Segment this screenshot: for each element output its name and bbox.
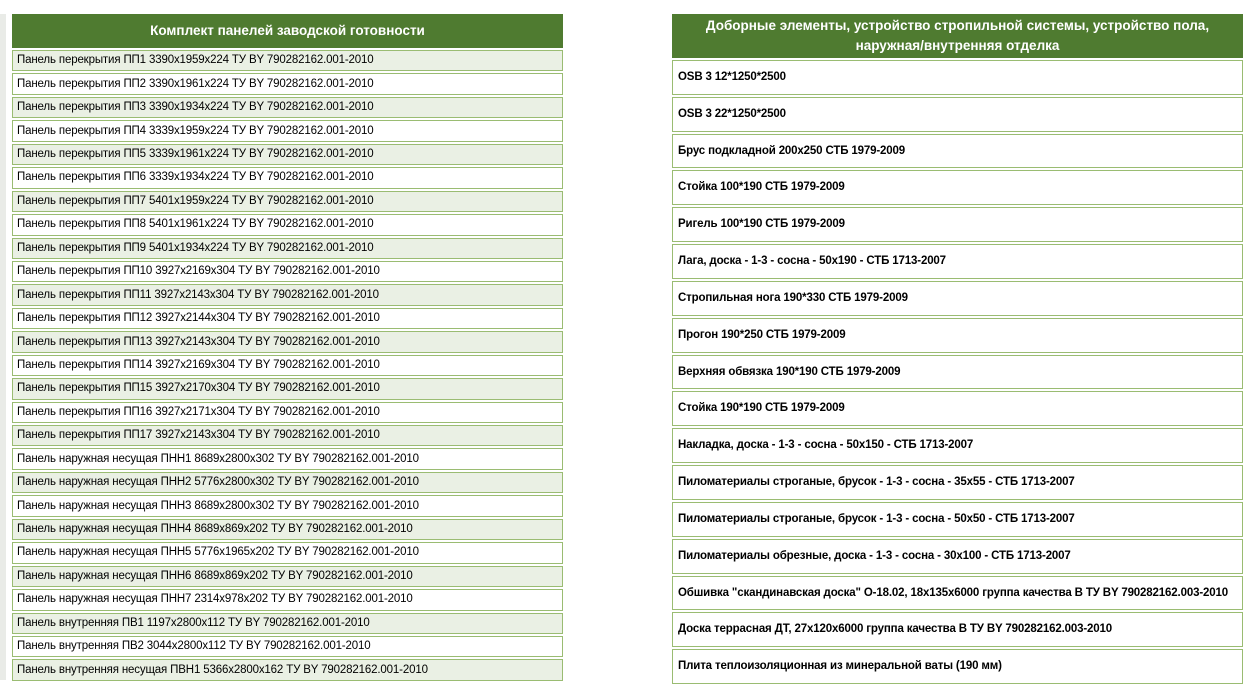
table-row-label: Обшивка "скандинавская доска" О-18.02, 18х135х6000 группа качества В ТУ BY 790282162.003-2010 [678,586,1228,599]
table-row-label: Панель наружная несущая ПНН4 8689х869х202 ТУ BY 790282162.001-2010 [17,523,413,535]
table-row [12,308,563,329]
table-row [12,659,563,680]
table-row [12,144,563,165]
table-row-label: Панель внутренняя несущая ПВН1 5366х2800х162 ТУ BY 790282162.001-2010 [17,663,428,676]
table-row [672,97,1243,132]
table-row [12,636,563,657]
table-row-label: Панель перекрытия ПП8 5401х1961х224 ТУ BY 790282162.001-2010 [17,218,374,231]
table-row [12,284,563,305]
table-row-label: Панель перекрытия ПП2 3390х1961х224 ТУ BY 790282162.001-2010 [17,77,374,90]
table-row [672,281,1243,316]
table-row-label: Панель перекрытия ПП5 3339х1961х224 ТУ BY 790282162.001-2010 [17,148,374,160]
table-row [672,539,1243,574]
table-row-label: Панель перекрытия ПП9 5401х1934х224 ТУ BY 790282162.001-2010 [17,241,374,254]
table-row [12,542,563,563]
additional-elements-table-rows [672,60,1243,684]
table-row-label: Пиломатериалы обрезные, доска - 1-3 - сосна - 30х100 - СТБ 1713-2007 [678,549,1071,562]
table-row [12,566,563,587]
table-row [12,73,563,94]
table-row-label: Панель перекрытия ПП6 3339х1934х224 ТУ BY 790282162.001-2010 [17,171,374,184]
table-row-label: Прогон 190*250 СТБ 1979-2009 [678,328,846,341]
table-row [12,589,563,610]
table-row-label: Верхняя обвязка 190*190 СТБ 1979-2009 [678,365,901,378]
table-row [672,170,1243,205]
table-row-label: OSB 3 22*1250*2500 [678,107,786,120]
table-row-label: Панель перекрытия ПП7 5401х1959х224 ТУ BY 790282162.001-2010 [17,194,374,207]
table-row-label: Панель перекрытия ПП14 3927х2169х304 ТУ BY 790282162.001-2010 [17,358,380,371]
table-row [12,331,563,352]
table-row [672,355,1243,390]
table-row-label: OSB 3 12*1250*2500 [678,70,786,83]
table-row [12,448,563,469]
table-row [12,378,563,399]
table-row [12,519,563,540]
table-row-label: Панель перекрытия ПП16 3927х2171х304 ТУ BY 790282162.001-2010 [17,405,380,418]
table-row-label: Накладка, доска - 1-3 - сосна - 50х150 - СТБ 1713-2007 [678,439,974,452]
table-row-label: Стропильная нога 190*330 СТБ 1979-2009 [678,291,908,304]
table-row-label: Панель перекрытия ПП12 3927х2144х304 ТУ BY 790282162.001-2010 [17,312,380,325]
table-row [12,120,563,141]
table-row [672,612,1243,647]
table-row-label: Панель наружная несущая ПНН7 2314х978х202 ТУ BY 790282162.001-2010 [17,593,413,606]
table-row-label: Стойка 100*190 СТБ 1979-2009 [678,181,845,194]
table-row [12,50,563,71]
table-row [672,318,1243,353]
factory-panels-table-title: Комплект панелей заводской готовности [12,14,563,48]
table-row [672,134,1243,169]
table-row [672,428,1243,463]
table-row [12,355,563,376]
table-row [12,261,563,282]
table-row-label: Панель перекрытия ПП13 3927х2143х304 ТУ BY 790282162.001-2010 [17,335,380,348]
additional-elements-table [672,14,1243,684]
table-row [12,402,563,423]
table-row-label: Панель перекрытия ПП11 3927х2143х304 ТУ BY 790282162.001-2010 [17,288,379,301]
factory-panels-table-rows [12,50,563,681]
table-row [672,244,1243,279]
table-row-label: Пиломатериалы строганые, брусок - 1-3 - сосна - 50х50 - СТБ 1713-2007 [678,512,1075,525]
table-row-label: Панель наружная несущая ПНН5 5776х1965х202 ТУ BY 790282162.001-2010 [17,546,419,559]
table-row [12,425,563,446]
table-row-label: Стойка 190*190 СТБ 1979-2009 [678,402,845,415]
table-row [12,214,563,235]
table-row-label: Панель внутренняя ПВ1 1197х2800х112 ТУ BY 790282162.001-2010 [17,616,370,629]
table-row-label: Панель наружная несущая ПНН2 5776х2800х302 ТУ BY 790282162.001-2010 [17,476,419,489]
table-row-label: Панель внутренняя ПВ2 3044х2800х112 ТУ BY 790282162.001-2010 [17,640,371,653]
table-row-label: Панель наружная несущая ПНН6 8689х869х202 ТУ BY 790282162.001-2010 [17,569,413,582]
table-row [672,207,1243,242]
additional-elements-table-title: Доборные элементы, устройство стропильной системы, устройство пола, наружная/внутренняя отделка [672,14,1243,58]
table-row [12,613,563,634]
table-row [12,238,563,259]
table-row [672,649,1243,684]
table-row [672,502,1243,537]
table-row-label: Панель перекрытия ПП3 3390х1934х224 ТУ BY 790282162.001-2010 [17,101,374,114]
table-row-label: Панель перекрытия ПП4 3339х1959х224 ТУ BY 790282162.001-2010 [17,124,374,137]
table-row [672,60,1243,95]
table-row [12,167,563,188]
table-row [672,391,1243,426]
table-row-label: Панель перекрытия ПП1 3390х1959х224 ТУ BY 790282162.001-2010 [17,54,374,67]
table-row [12,191,563,212]
table-row-label: Панель перекрытия ПП10 3927х2169х304 ТУ BY 790282162.001-2010 [17,265,380,278]
table-row-label: Плита теплоизоляционная из минеральной ваты (190 мм) [678,660,1002,673]
left-page-edge-strip [0,14,6,680]
table-row-label: Панель наружная несущая ПНН1 8689х2800х302 ТУ BY 790282162.001-2010 [17,452,419,465]
table-row [672,576,1243,611]
table-row-label: Брус подкладной 200х250 СТБ 1979-2009 [678,144,906,157]
table-row-label: Панель перекрытия ПП17 3927х2143х304 ТУ BY 790282162.001-2010 [17,429,380,442]
table-row-label: Ригель 100*190 СТБ 1979-2009 [678,218,845,231]
table-row-label: Панель наружная несущая ПНН3 8689х2800х302 ТУ BY 790282162.001-2010 [17,499,419,512]
table-row [672,465,1243,500]
table-row [12,97,563,118]
table-row-label: Лага, доска - 1-3 - сосна - 50х190 - СТБ 1713-2007 [678,255,946,268]
table-row-label: Пиломатериалы строганые, брусок - 1-3 - сосна - 35х55 - СТБ 1713-2007 [678,476,1075,489]
table-row [12,472,563,493]
table-row-label: Панель перекрытия ПП15 3927х2170х304 ТУ BY 790282162.001-2010 [17,382,380,395]
table-row-label: Доска террасная ДТ, 27х120х6000 группа качества В ТУ BY 790282162.003-2010 [678,623,1113,636]
factory-panels-table [12,14,563,681]
table-row [12,495,563,516]
